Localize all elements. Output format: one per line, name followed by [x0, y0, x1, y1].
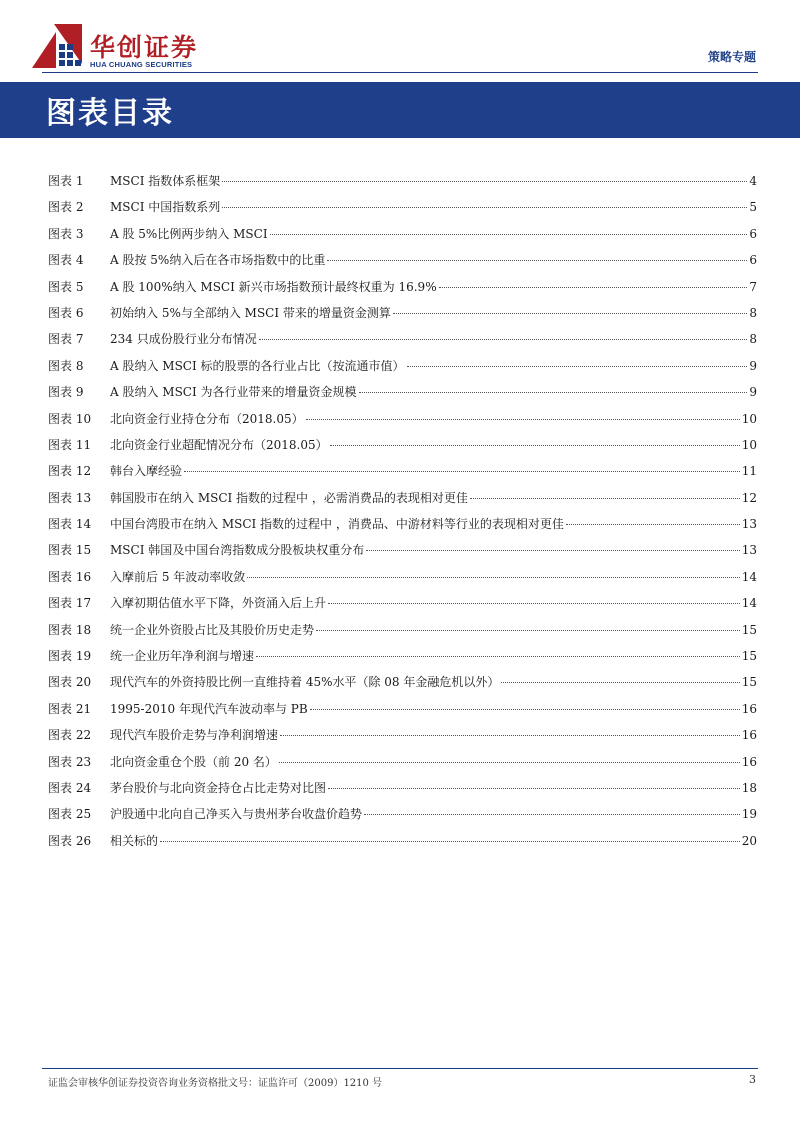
toc-dot-leader	[222, 207, 747, 208]
toc-entry-page: 18	[741, 780, 757, 795]
toc-dot-leader	[407, 366, 748, 367]
toc-entry-label: 图表 12	[48, 464, 92, 479]
toc-dot-leader	[184, 471, 740, 472]
toc-entry-title: 统一企业外资股占比及其股价历史走势	[110, 622, 315, 637]
toc-entry-label: 图表 13	[48, 490, 92, 505]
toc-entry-label: 图表 23	[48, 754, 92, 769]
toc-entry-page: 10	[741, 437, 757, 452]
toc-entry-page: 4	[749, 174, 757, 188]
toc-entry-page: 15	[741, 675, 757, 690]
page-number: 3	[749, 1073, 756, 1086]
toc-entry[interactable]	[48, 564, 757, 590]
toc-entry-page: 14	[741, 569, 757, 584]
toc-entry-title: MSCI 中国指数系列	[110, 200, 221, 215]
toc-entry-title: A 股按 5%纳入后在各市场指数中的比重	[110, 253, 326, 268]
toc-dot-leader	[247, 577, 739, 578]
logo-mark-icon	[30, 22, 84, 72]
toc-entry-page: 19	[741, 807, 757, 822]
toc-entry-label: 图表 11	[48, 437, 92, 452]
toc-entry[interactable]	[48, 247, 757, 273]
header-divider	[42, 72, 758, 73]
toc-entry-title: A 股 100%纳入 MSCI 新兴市场指数预计最终权重为 16.9%	[110, 279, 437, 294]
toc-entry[interactable]	[48, 379, 757, 405]
toc-entry-label: 图表 18	[48, 622, 92, 637]
toc-entry-label: 图表 22	[48, 728, 92, 743]
toc-entry-page: 5	[749, 200, 757, 215]
toc-dot-leader	[364, 814, 740, 815]
toc-entry-title: 北向资金行业持仓分布（2018.05）	[110, 411, 304, 426]
toc-entry-title: MSCI 韩国及中国台湾指数成分股板块权重分布	[110, 543, 365, 558]
section-tag: 策略专题	[707, 50, 756, 64]
toc-dot-leader	[306, 419, 740, 420]
toc-entry-label: 图表 26	[48, 833, 92, 848]
toc-entry-page: 16	[741, 701, 757, 716]
toc-entry-title: 现代汽车的外资持股比例一直维持着 45%水平（除 08 年金融危机以外）	[110, 675, 500, 690]
toc-entry-title: 初始纳入 5%与全部纳入 MSCI 带来的增量资金测算	[110, 305, 391, 320]
toc-entry-title: MSCI 指数体系框架	[110, 174, 221, 188]
toc-entry-page: 16	[741, 728, 757, 743]
toc-dot-leader	[160, 841, 740, 842]
toc-entry-label: 图表 5	[48, 279, 84, 294]
toc-entry-title: A 股纳入 MSCI 标的股票的各行业占比（按流通市值）	[110, 358, 405, 373]
toc-entry[interactable]	[48, 643, 757, 669]
toc-dot-leader	[270, 234, 748, 235]
toc-entry-page: 20	[741, 833, 757, 848]
toc-entry[interactable]	[48, 432, 757, 458]
toc-dot-leader	[259, 339, 748, 340]
toc-entry-page: 16	[741, 754, 757, 769]
toc-entry-label: 图表 3	[48, 226, 84, 241]
toc-entry-label: 图表 4	[48, 253, 84, 268]
toc-entry-label: 图表 17	[48, 596, 92, 611]
toc-entry-page: 9	[749, 385, 757, 400]
toc-entry[interactable]	[48, 406, 757, 432]
toc-entry-label: 图表 20	[48, 675, 92, 690]
toc-entry-page: 6	[749, 226, 757, 241]
toc-entry-title: 相关标的	[110, 833, 159, 848]
toc-dot-leader	[330, 445, 740, 446]
toc-entry[interactable]	[48, 221, 757, 247]
toc-entry-page: 9	[749, 358, 757, 373]
toc-dot-leader	[439, 287, 748, 288]
toc-entry-page: 15	[741, 622, 757, 637]
toc-entry-label: 图表 19	[48, 649, 92, 664]
toc-entry-label: 图表 2	[48, 200, 84, 215]
toc-entry-page: 13	[741, 543, 757, 558]
toc-entry-page: 11	[741, 464, 757, 479]
toc-entry-label: 图表 10	[48, 411, 92, 426]
toc-entry-title: 中国台湾股市在纳入 MSCI 指数的过程中 ，消费品、中游材料等行业的表现相对更佳	[110, 517, 564, 532]
toc-dot-leader	[328, 788, 740, 789]
toc-entry-label: 图表 21	[48, 701, 92, 716]
toc-dot-leader	[222, 181, 747, 182]
toc-dot-leader	[327, 260, 747, 261]
toc-dot-leader	[501, 682, 739, 683]
toc-entry-title: 入摩前后 5 年波动率收敛	[110, 569, 246, 584]
toc-entry-title: 沪股通中北向自己净买入与贵州茅台收盘价趋势	[110, 807, 363, 822]
toc-entry-page: 10	[741, 411, 757, 426]
toc-entry-label: 图表 25	[48, 807, 92, 822]
toc-entry-page: 8	[749, 332, 757, 347]
license-statement: 证监会审核华创证券投资咨询业务资格批文号：证监许可（2009）1210 号	[48, 1078, 383, 1089]
toc-entry-page: 12	[741, 490, 757, 505]
toc-entry[interactable]	[48, 669, 757, 695]
toc-entry-title: 韩台入摩经验	[110, 464, 183, 479]
toc-entry-label: 图表 1	[48, 174, 84, 188]
toc-entry[interactable]	[48, 485, 757, 511]
toc-entry-title: 现代汽车股价走势与净利润增速	[110, 728, 279, 743]
toc-entry[interactable]	[48, 749, 757, 775]
toc-dot-leader	[280, 735, 740, 736]
toc-dot-leader	[256, 656, 740, 657]
toc-dot-leader	[316, 630, 740, 631]
toc-entry[interactable]	[48, 828, 757, 854]
toc-dot-leader	[359, 392, 748, 393]
toc-dot-leader	[279, 762, 740, 763]
toc-entry-title: 北向资金行业超配情况分布（2018.05）	[110, 437, 328, 452]
toc-dot-leader	[328, 603, 740, 604]
toc-entry-title: A 股纳入 MSCI 为各行业带来的增量资金规模	[110, 385, 357, 400]
toc-dot-leader	[470, 498, 740, 499]
company-logo	[30, 22, 270, 78]
toc-entry-title: 韩国股市在纳入 MSCI 指数的过程中 ，必需消费品的表现相对更佳	[110, 490, 468, 505]
toc-entry[interactable]	[48, 194, 757, 220]
toc-entry[interactable]	[48, 775, 757, 801]
toc-dot-leader	[566, 524, 740, 525]
toc-entry[interactable]	[48, 617, 757, 643]
toc-entry-page: 7	[749, 279, 757, 294]
toc-entry-label: 图表 24	[48, 780, 92, 795]
toc-entry[interactable]	[48, 696, 757, 722]
toc-entry[interactable]	[48, 801, 757, 827]
toc-entry[interactable]	[48, 326, 757, 352]
toc-entry[interactable]	[48, 300, 757, 326]
toc-entry-label: 图表 15	[48, 543, 92, 558]
toc-entry-page: 6	[749, 253, 757, 268]
toc-entry-label: 图表 6	[48, 305, 84, 320]
toc-entry[interactable]	[48, 274, 757, 300]
company-name-en: HUA CHUANG SECURITIES	[90, 60, 193, 69]
toc-dot-leader	[310, 709, 740, 710]
toc-entry-title: 入摩初期估值水平下降，外资涌入后上升	[110, 596, 327, 611]
footer-divider	[42, 1068, 758, 1069]
toc-entry-page: 8	[749, 305, 757, 320]
toc-entry-page: 15	[741, 649, 757, 664]
toc-entry[interactable]	[48, 168, 757, 194]
toc-entry[interactable]	[48, 511, 757, 537]
toc-entry[interactable]	[48, 590, 757, 616]
toc-entry-label: 图表 16	[48, 569, 92, 584]
toc-entry-title: 北向资金重仓个股（前 20 名）	[110, 754, 277, 769]
toc-entry-title: 234 只成份股行业分布情况	[110, 332, 257, 347]
toc-entry[interactable]	[48, 722, 757, 748]
toc-entry[interactable]	[48, 353, 757, 379]
toc-entry-page: 13	[741, 517, 757, 532]
toc-dot-leader	[393, 313, 747, 314]
toc-entry-title: 1995-2010 年现代汽车波动率与 PB	[110, 701, 308, 716]
toc-entry-label: 图表 9	[48, 385, 84, 400]
toc-entry-page: 14	[741, 596, 757, 611]
toc-entry-title: 茅台股价与北向资金持仓占比走势对比图	[110, 780, 327, 795]
company-name-cn: 华创证券	[90, 33, 199, 62]
figure-toc	[48, 168, 757, 854]
title-banner	[0, 82, 800, 138]
toc-entry[interactable]	[48, 458, 757, 484]
toc-entry-label: 图表 14	[48, 517, 92, 532]
toc-entry-title: A 股 5%比例两步纳入 MSCI	[110, 226, 268, 241]
toc-entry-label: 图表 8	[48, 358, 84, 373]
toc-entry-label: 图表 7	[48, 332, 84, 347]
toc-entry-title: 统一企业历年净利润与增速	[110, 649, 255, 664]
toc-entry[interactable]	[48, 537, 757, 563]
page-title: 图表目录	[46, 96, 174, 131]
toc-dot-leader	[366, 550, 739, 551]
